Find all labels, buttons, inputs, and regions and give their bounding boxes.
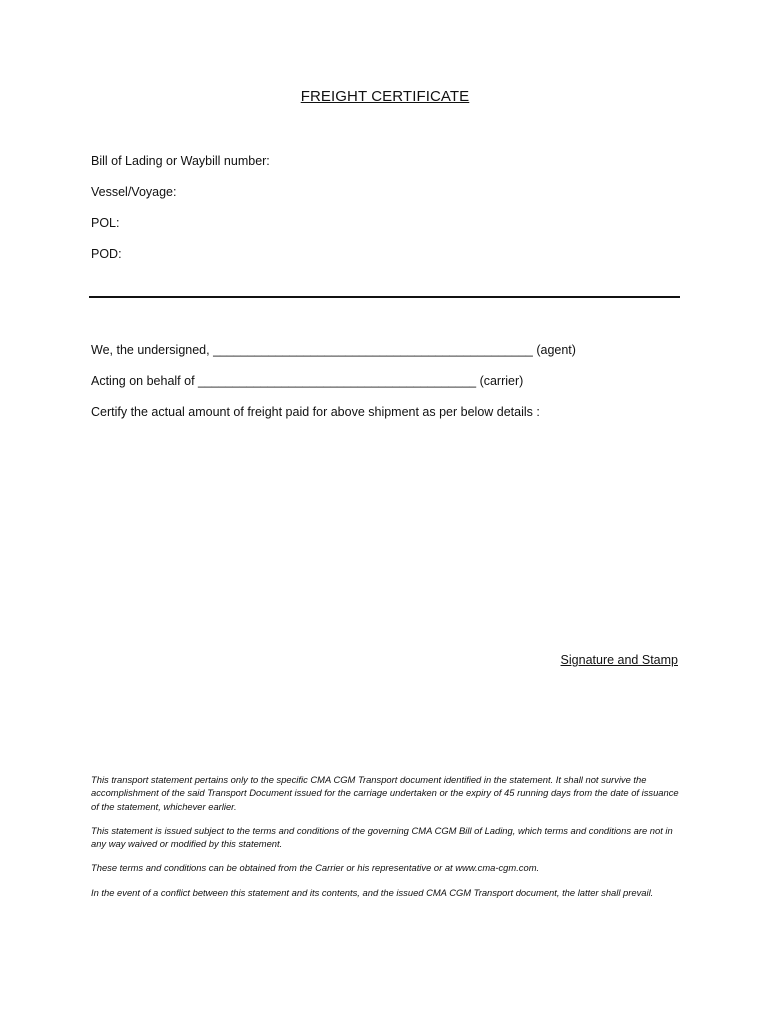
section-divider (89, 296, 680, 298)
carrier-statement-line: Acting on behalf of ________________________________________ (carrier) (91, 374, 524, 388)
pol-field-label: POL: (91, 216, 120, 230)
pod-field-label: POD: (91, 247, 122, 261)
bill-of-lading-field-label: Bill of Lading or Waybill number: (91, 154, 270, 168)
certify-statement-line: Certify the actual amount of freight paid for above shipment as per below details : (91, 405, 540, 419)
disclaimer-paragraph-availability: These terms and conditions can be obtained from the Carrier or his representative or at www.cma-cgm.com. (91, 862, 540, 874)
page-title: FREIGHT CERTIFICATE (300, 88, 470, 105)
disclaimer-paragraph-validity: This transport statement pertains only to the specific CMA CGM Transport document identified in the statement. It shall not survive the accomplishment of the said Transport Document issued for the carriage undertaken or the expiry of 45 running days from the date of issuance of the statement, whichever earlier. (91, 774, 679, 812)
agent-statement-line: We, the undersigned, ______________________________________________ (agent) (91, 343, 576, 357)
vessel-voyage-field-label: Vessel/Voyage: (91, 185, 177, 199)
signature-and-stamp-label: Signature and Stamp (560, 653, 678, 667)
disclaimer-block (91, 773, 683, 910)
disclaimer-paragraph-terms: This statement is issued subject to the terms and conditions of the governing CMA CGM Bill of Lading, which terms and conditions are not in any way waived or modified by this statement. (91, 824, 673, 850)
disclaimer-paragraph-conflict: In the event of a conflict between this statement and its contents, and the issued CMA CGM Transport document, the latter shall prevail. (91, 886, 654, 898)
